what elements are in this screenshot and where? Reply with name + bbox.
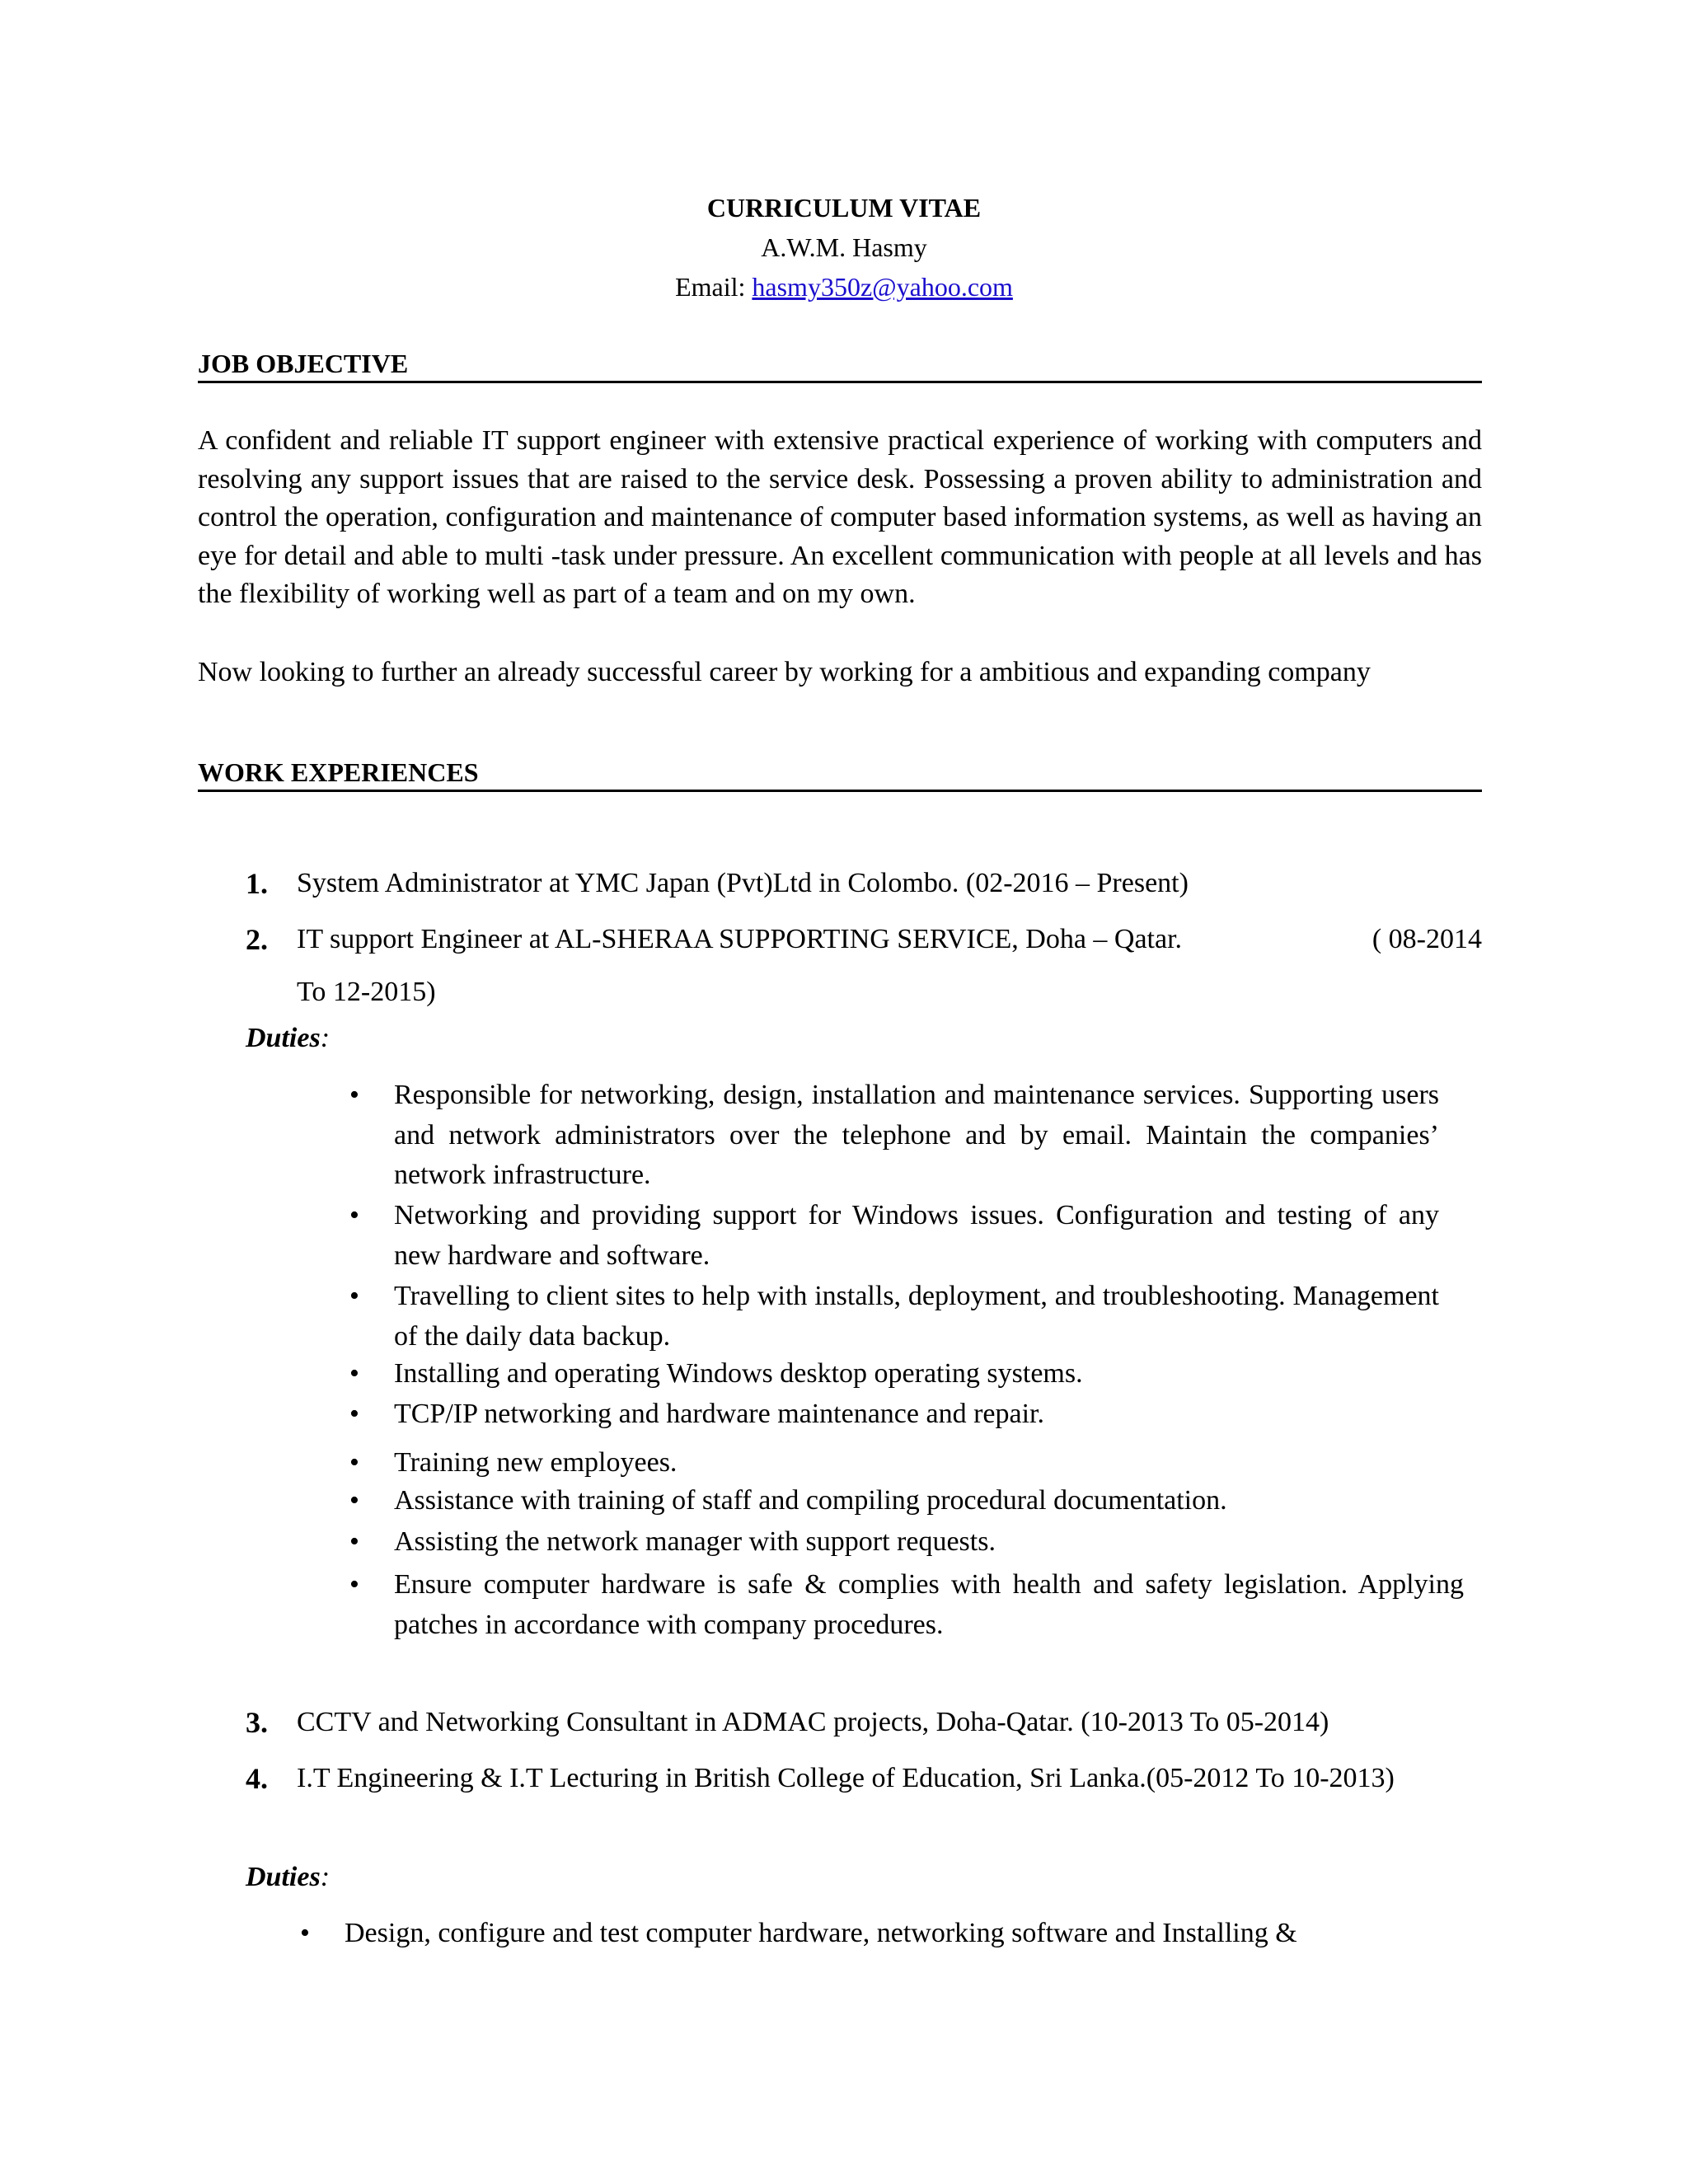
job-title: System Administrator at YMC Japan (Pvt)Ltd in Colombo. (02-2016 – Present) [297, 868, 1189, 898]
duty-item: • Ensure computer hardware is safe & complies with health and safety legislation. Applying patches in accordance with company procedures. [394, 1565, 1464, 1645]
job-number: 3. [246, 1706, 268, 1739]
job-number: 4. [246, 1762, 268, 1795]
duty-item: • Assisting the network manager with support requests. [394, 1522, 1439, 1563]
email-label: Email: [675, 272, 753, 302]
bullet-icon: • [349, 1485, 359, 1516]
duties-label: Duties: [246, 1862, 331, 1892]
objective-paragraph: A confident and reliable IT support engineer with extensive practical experience of working with computers and resolving any support issues that are raised to the service desk. Possessing a proven ability to administration and control the operation, configuration and maintenance of computer based information systems, as well as having an eye for detail and able to multi -task under pressure. An excellent communication with people at all levels and has the flexibility of working well as part of a team and on my own. [198, 425, 1482, 609]
bullet-icon: • [349, 1080, 359, 1110]
bullet-icon: • [349, 1200, 359, 1230]
work-experiences-heading: WORK EXPERIENCES [198, 757, 1482, 792]
bullet-icon: • [349, 1358, 359, 1389]
job-entry-1 [246, 857, 1482, 910]
job-number: 2. [246, 923, 268, 956]
job-period-end: To 12-2015) [297, 977, 436, 1007]
duty-item: • Design, configure and test computer hardware, networking software and Installing & [345, 1914, 1482, 1954]
job-period-start: ( 08-2014 [1372, 924, 1482, 954]
duty-item: • Travelling to client sites to help with installs, deployment, and troubleshooting. Management of the daily data backup. [394, 1277, 1439, 1357]
duty-item: • TCP/IP networking and hardware maintenance and repair. [394, 1394, 1439, 1435]
bullet-icon: • [349, 1281, 359, 1311]
duty-item: • Assistance with training of staff and compiling procedural documentation. [394, 1481, 1439, 1521]
objective-paragraph-2: Now looking to further an already successful career by working for a ambitious and expanding company [198, 657, 1371, 687]
email-link[interactable]: hasmy350z@yahoo.com [752, 272, 1013, 302]
bullet-icon: • [349, 1526, 359, 1557]
bullet-icon: • [349, 1447, 359, 1478]
job-number: 1. [246, 867, 268, 900]
email-line [0, 270, 1688, 303]
duty-item: • Installing and operating Windows desktop operating systems. [394, 1354, 1439, 1394]
job-entry-2 [246, 913, 1482, 1019]
job-objective-heading: JOB OBJECTIVE [198, 348, 1482, 383]
duties-label: Duties: [246, 1023, 331, 1053]
document-title: CURRICULUM VITAE [706, 193, 982, 223]
job-entry-3 [246, 1696, 1482, 1749]
bullet-icon: • [300, 1918, 310, 1948]
job-entry-4 [246, 1752, 1482, 1805]
duty-item: • Responsible for networking, design, installation and maintenance services. Supporting users and network administrators over the telephone and by email. Maintain the companies’ network infrastructure. [394, 1076, 1439, 1196]
job-title: IT support Engineer at AL-SHERAA SUPPORTING SERVICE, Doha – Qatar. [297, 924, 1183, 954]
bullet-icon: • [349, 1399, 359, 1429]
candidate-name: A.W.M. Hasmy [761, 232, 927, 262]
job-title: I.T Engineering & I.T Lecturing in British College of Education, Sri Lanka.(05-2012 To 10-2013) [297, 1763, 1395, 1793]
bullet-icon: • [349, 1569, 359, 1600]
duty-item: • Networking and providing support for Windows issues. Configuration and testing of any new hardware and software. [394, 1196, 1439, 1276]
job-title: CCTV and Networking Consultant in ADMAC projects, Doha-Qatar. (10-2013 To 05-2014) [297, 1707, 1329, 1737]
job-title-block [297, 913, 1482, 1019]
duty-item: • Training new employees. [394, 1443, 1439, 1483]
